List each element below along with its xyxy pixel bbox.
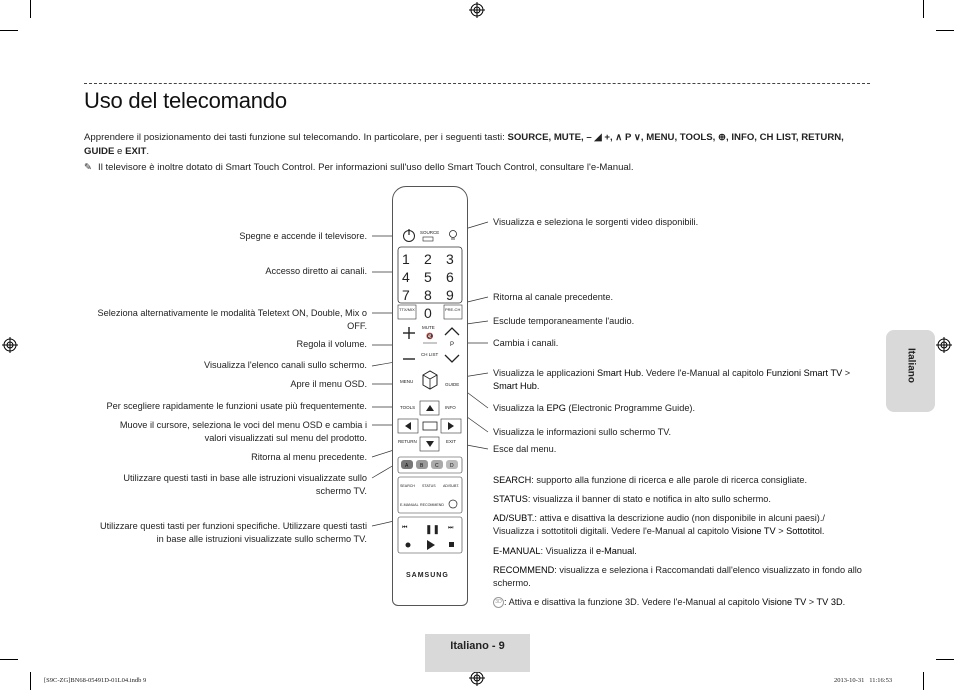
desc-status-key: STATUS [493, 494, 528, 504]
enter-button[interactable] [423, 422, 437, 430]
label-source: Visualizza e seleziona le sorgenti video disponibili. [493, 217, 699, 227]
label-prech: Ritorna al canale precedente. [493, 292, 614, 302]
label-smart-hub [493, 367, 868, 393]
arrow-right-icon[interactable] [448, 422, 454, 430]
3d-icon: 3D [493, 597, 504, 608]
intro-and: e [114, 146, 126, 157]
brand-logo: SAMSUNG [406, 572, 449, 579]
digit-9-button[interactable]: 9 [446, 287, 454, 303]
epg-text-c: (Electronic Programme Guide). [565, 403, 696, 413]
digit-1-button[interactable]: 1 [402, 251, 410, 267]
desc-recommend [493, 564, 868, 590]
stop-icon[interactable] [449, 542, 454, 547]
desc-3d [493, 596, 845, 609]
desc-3d-text3: > [806, 597, 817, 607]
chlist-button[interactable]: CH LIST [421, 352, 439, 357]
footer-timestamp: 2013-10-31 11:16:53 [834, 677, 893, 684]
3d-button-icon[interactable] [449, 500, 457, 508]
desc-adsubt-text5: Sottotitol [786, 526, 822, 536]
digit-4-button[interactable]: 4 [402, 269, 410, 285]
power-icon[interactable] [404, 229, 415, 242]
desc-adsubt-key: AD/SUBT. [493, 513, 535, 523]
digit-3-button[interactable]: 3 [446, 251, 454, 267]
mute-button[interactable]: MUTE [422, 325, 435, 330]
digit-0-button[interactable]: 0 [424, 305, 432, 321]
smart-text-a: Visualizza le applicazioni [493, 368, 598, 378]
intro-text: Apprendere il posizionamento dei tasti funzione sul telecomando. In particolare, per i seguenti tasti: [84, 132, 508, 143]
play-icon[interactable] [427, 540, 435, 550]
color-key-d-label: D [450, 463, 454, 469]
desc-status [493, 493, 771, 506]
volume-up-icon[interactable] [403, 327, 415, 339]
color-key-b-label: B [420, 463, 424, 469]
emanual-button[interactable]: E-MANUAL [400, 503, 419, 507]
fast-forward-icon[interactable]: ⏭ [448, 525, 454, 531]
label-menu: Apre il menu OSD. [290, 379, 367, 389]
desc-search-key: SEARCH [493, 475, 532, 485]
desc-adsubt-text1: : attiva e disattiva la descrizione audio (non disponibile in alcuni paesi)./ [534, 513, 825, 523]
desc-search [493, 474, 807, 487]
label-number-keys: Accesso diretto ai canali. [265, 266, 367, 276]
source-icon [423, 237, 433, 241]
arrow-down-icon[interactable] [426, 441, 434, 447]
channel-down-icon[interactable] [445, 355, 459, 362]
label-epg [493, 402, 695, 415]
desc-emanual [493, 545, 637, 558]
search-button[interactable]: SEARCH [400, 484, 415, 488]
desc-emanual-text3: . [634, 546, 637, 556]
arrow-up-icon[interactable] [426, 405, 434, 411]
language-tab [886, 330, 935, 412]
desc-emanual-text2: e-Manual [595, 546, 635, 556]
intro-end: . [146, 146, 150, 157]
remote-control [392, 186, 468, 606]
desc-emanual-text: : Visualizza il [540, 546, 596, 556]
desc-adsubt-text3: Visione TV [731, 526, 776, 536]
source-button[interactable]: SOURCE [420, 230, 440, 235]
desc-recommend-text: : visualizza e seleziona i Raccomandati dall'elenco visualizzato in fondo allo schermo. [493, 565, 862, 588]
digit-7-button[interactable]: 7 [402, 287, 410, 303]
smart-text-f: Smart Hub [493, 381, 537, 391]
desc-recommend-key: RECOMMEND [493, 565, 555, 575]
ttx-button[interactable]: TTX/MIX [399, 307, 415, 312]
mute-icon: 🔇 [426, 334, 434, 340]
epg-text-a: Visualizza la [493, 403, 547, 413]
menu-button[interactable]: MENU [400, 379, 414, 384]
label-ttx: Seleziona alternativamente le modalità Teletext ON, Double, Mix o OFF. [97, 308, 367, 331]
color-key-c-label: C [435, 463, 439, 469]
rewind-icon[interactable]: ⏮ [402, 525, 408, 531]
label-tools: Per scegliere rapidamente le funzioni usate più frequentemente. [106, 401, 367, 411]
label-info: Visualizza le informazioni sullo schermo TV. [493, 427, 672, 437]
label-color-keys: Utilizzare questi tasti in base alle istruzioni visualizzate sullo schermo TV. [123, 473, 367, 496]
desc-3d-text2: Visione TV [762, 597, 807, 607]
desc-adsubt [493, 512, 868, 538]
label-volume: Regola il volume. [296, 339, 367, 349]
smart-text-e: > [842, 368, 851, 378]
label-power: Spegne e accende il televisore. [239, 231, 367, 241]
info-button[interactable]: INFO [445, 405, 456, 410]
tools-button[interactable]: TOOLS [400, 405, 416, 410]
bulb-icon[interactable] [450, 231, 457, 240]
smart-text-d: Funzioni Smart TV [766, 368, 843, 378]
arrow-left-icon[interactable] [405, 422, 411, 430]
desc-adsubt-text6: . [821, 526, 825, 536]
label-exit: Esce dal menu. [493, 444, 557, 454]
desc-emanual-key: E-MANUAL [493, 546, 541, 556]
status-button[interactable]: STATUS [422, 484, 436, 488]
record-icon[interactable] [406, 543, 411, 548]
digit-8-button[interactable]: 8 [424, 287, 432, 303]
smart-text-c: . Vedere l'e-Manual al capitolo [640, 368, 767, 378]
page-title: Uso del telecomando [84, 88, 287, 113]
smart-text-b: Smart Hub [597, 368, 641, 378]
language-tab-label: Italiano [905, 347, 917, 383]
label-cursor: Muove il cursore, seleziona le voci del menu OSD e cambia i valori visualizzati sul menu del prodotto. [119, 420, 367, 443]
return-button[interactable]: RETURN [398, 439, 417, 444]
epg-text-b: EPG [546, 403, 566, 413]
recommend-button[interactable]: RECOMMEND [420, 503, 444, 507]
intro-keys-exit: EXIT [125, 146, 147, 157]
pause-icon[interactable]: ❚❚ [425, 524, 441, 534]
label-mute: Esclude temporaneamente l'audio. [493, 316, 635, 326]
desc-3d-text4: TV 3D [816, 597, 843, 607]
smart-text-g: . [536, 381, 540, 391]
channel-p-label: P [450, 342, 455, 348]
desc-search-text: : supporto alla funzione di ricerca e alle parole di ricerca consigliate. [531, 475, 808, 485]
footer-file-info: [S9C-ZG]BN68-05491D-01L04.indb 9 [44, 677, 147, 684]
label-return: Ritorna al menu precedente. [251, 452, 367, 462]
desc-3d-text5: . [842, 597, 846, 607]
guide-button[interactable]: GUIDE [445, 382, 460, 387]
note-text: Il televisore è inoltre dotato di Smart Touch Control. Per informazioni sull'uso dello Smart Touch Control, consultare l'e-Manual. [98, 162, 634, 173]
adsubt-button[interactable]: AD/SUBT. [443, 484, 460, 488]
pencil-icon: ✎ [84, 162, 93, 173]
intro-keys-guide: GUIDE [84, 146, 115, 157]
desc-adsubt-text4: > [775, 526, 787, 536]
prech-button[interactable]: PRE-CH [445, 307, 461, 312]
digit-5-button[interactable]: 5 [424, 269, 432, 285]
exit-button[interactable]: EXIT [446, 439, 457, 444]
intro-keys: SOURCE, MUTE, – ◢ +, ∧ P ∨, MENU, TOOLS, ⊕, INFO, CH LIST, RETURN, [507, 132, 844, 143]
color-key-a-label: A [405, 463, 409, 469]
desc-3d-text: : Attiva e disattiva la funzione 3D. Vedere l'e-Manual al capitolo [504, 597, 763, 607]
smart-hub-icon[interactable] [423, 371, 437, 389]
page-number: Italiano - 9 [450, 640, 505, 652]
desc-adsubt-text2: Visualizza i sottotitoli digitali. Vedere l'e-Manual al capitolo [493, 526, 732, 536]
digit-2-button[interactable]: 2 [424, 251, 432, 267]
digit-6-button[interactable]: 6 [446, 269, 454, 285]
channel-up-icon[interactable] [445, 328, 459, 335]
label-function-keys: Utilizzare questi tasti per funzioni specifiche. Utilizzare questi tasti in base alle istruzioni visualizzate sullo schermo TV. [99, 521, 367, 544]
page-number-box [425, 634, 530, 672]
label-channel: Cambia i canali. [493, 338, 559, 348]
label-chlist: Visualizza l'elenco canali sullo schermo. [204, 360, 367, 370]
desc-status-text: : visualizza il banner di stato e notifica in alto sullo schermo. [527, 494, 771, 504]
